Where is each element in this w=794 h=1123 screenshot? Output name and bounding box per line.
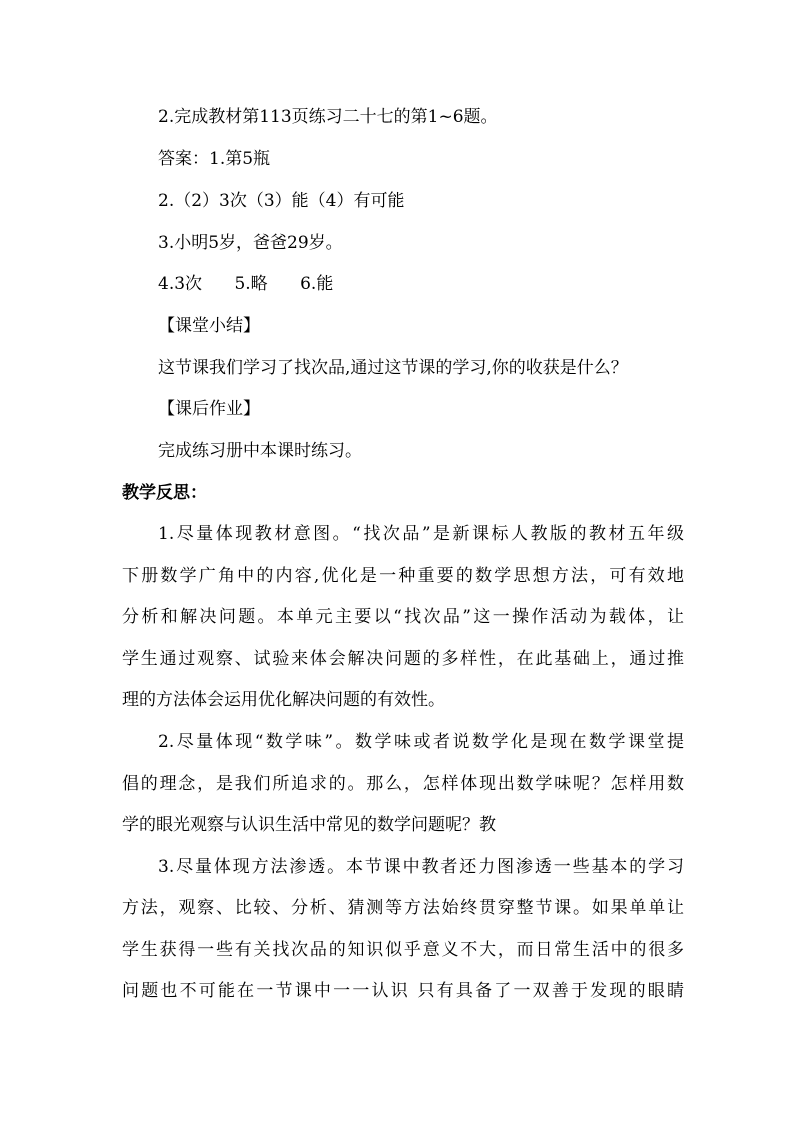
paragraph-line: 问题也不可能在一节课中一一认识 只有具备了一双善于发现的眼睛 [122,981,684,1001]
paragraph-line: 1.尽量体现教材意图。“找次品”是新课标人教版的教材五年级 [158,524,684,544]
answer-line-1: 答案：1.第5瓶 [158,149,271,169]
exercise-line: 2.完成教材第113页练习二十七的第1~6题。 [158,107,498,127]
paragraph-line: 理的方法体会运用优化解决问题的有效性。 [122,690,445,710]
section-heading-summary: 【课堂小结】 [158,316,260,336]
paragraph-line: 3.尽量体现方法渗透。本节课中教者还力图渗透一些基本的学习 [158,857,684,877]
paragraph-line: 2.尽量体现“数学味”。数学味或者说数学化是现在数学课堂提 [158,732,684,752]
paragraph-line: 方法，观察、比较、分析、猜测等方法始终贯穿整节课。如果单单让 [122,898,684,918]
section-heading-homework: 【课后作业】 [158,399,260,419]
paragraph-line: 学的眼光观察与认识生活中常见的数学问题呢？教 [122,815,496,835]
paragraph-line: 倡的理念，是我们所追求的。那么，怎样体现出数学味呢？怎样用数 [122,774,684,794]
paragraph-line: 分析和解决问题。本单元主要以“找次品”这一操作活动为载体，让 [122,607,684,627]
summary-text: 这节课我们学习了找次品,通过这节课的学习,你的收获是什么？ [158,358,628,378]
reflection-heading: 教学反思： [122,483,207,503]
paragraph-line: 下册数学广角中的内容,优化是一种重要的数学思想方法，可有效地 [122,566,684,586]
answer-line-4: 4.3次 5.略 6.能 [158,274,334,294]
paragraph-line: 学生获得一些有关找次品的知识似乎意义不大，而日常生活中的很多 [122,940,684,960]
answer-line-2: 2.（2）3次（3）能（4）有可能 [158,191,405,211]
paragraph-line: 学生通过观察、试验来体会解决问题的多样性，在此基础上，通过推 [122,649,684,669]
homework-text: 完成练习册中本课时练习。 [158,441,362,461]
answer-line-3: 3.小明5岁，爸爸29岁。 [158,233,343,253]
